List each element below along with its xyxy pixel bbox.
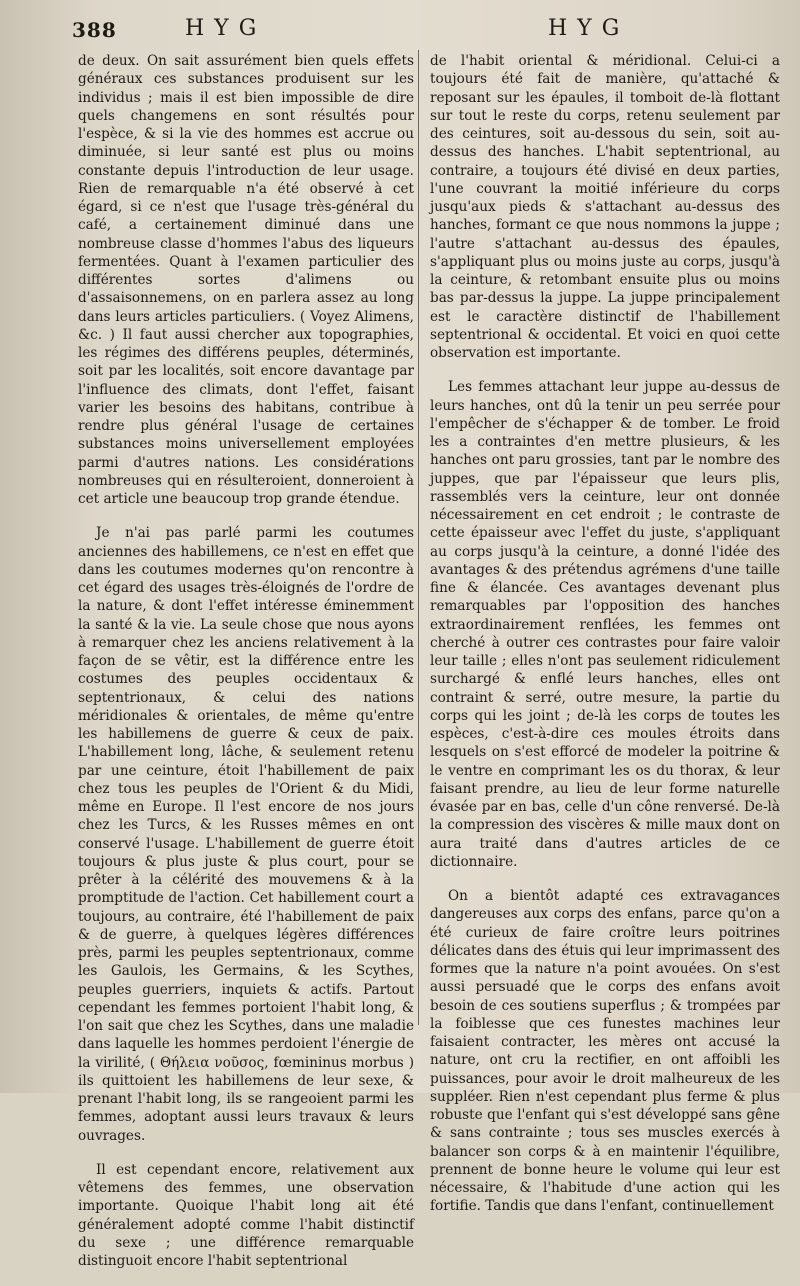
column-divider	[418, 50, 419, 1025]
right-column	[430, 52, 780, 1232]
left-paragraph-2: Je n'ai pas parlé parmi les coutumes anciennes des habillemens, ce n'est en effet que dans les coutumes modernes qu'on rencontre à cet égard des usages très-éloignés de l'ordre de la nature, & dont l'effet intéresse éminemment la santé & la vie. La seule chose que nous ayons à remarquer chez les anciens relativement à la façon de se vêtir, est la différence entre les costumes des peuples occidentaux & septentrionaux, & celui des nations méridionales & orientales, de même qu'entre les habillemens de guerre & ceux de paix. L'habillement long, lâche, & seulement retenu par une ceinture, étoit l'habillement de paix chez tous les peuples de l'Orient & du Midi, même en Europe. Il l'est encore de nos jours chez les Turcs, & les Russes mêmes en ont conservé l'usage. L'habillement de guerre étoit toujours & plus juste & plus court, pour se prêter à la célérité des mouvemens & à la promptitude de l'action. Cet habillement court a toujours, au contraire, été l'habillement de paix & de guerre, à quelques légères différences près, parmi les peuples septentrionaux, comme les Gaulois, les Germains, & les Scythes, peuples guerriers, inquiets & actifs. Partout cependant les femmes portoient l'habit long, & l'on sait que chez les Scythes, dans une maladie dans laquelle les hommes perdoient l'énergie de la virilité, ( Θήλεια νοῦσος, fœmininus morbus ) ils quittoient les habillemens de leur sexe, & prenant l'habit long, ils se rangeoient parmi les femmes, adoptant aussi leurs travaux & leurs ouvrages.	[78, 525, 414, 1144]
right-paragraph-2: Les femmes attachant leur juppe au-dessus de leurs hanches, ont dû la tenir un peu serrée pour l'empêcher de s'échapper & de tomber. Le froid les a contraintes d'en mettre plusieurs, & les hanches ont paru grossies, tant par le nombre des juppes, que par l'épaisseur que leurs plis, rassemblés vers la ceinture, leur ont donnée nécessairement en cet endroit ; le contraste de cette épaisseur avec l'effet du juste, s'appliquant au corps jusqu'à la ceinture, a donné l'idée des avantages & des prétendus agrémens d'une taille fine & élancée. Ces avantages devenant plus remarquables par l'opposition des hanches extraordinairement renflées, les femmes ont cherché à outrer ces contrastes pour faire valoir leur taille ; elles n'ont pas seulement ridiculement surchargé & enflé leurs hanches, elles ont contraint & serré, outre mesure, la partie du corps qui les joint ; de-là les corps de toutes les espèces, c'est-à-dire ces moules étroits dans lesquels on s'est efforcé de modeler la poitrine & le ventre en comprimant les os du thorax, & leur faisant prendre, au lieu de leur forme naturelle évasée par en bas, celle d'un cône renversé. De-là la compression des viscères & mille maux dont on aura traité dans d'autres articles de ce dictionnaire.	[430, 379, 780, 870]
right-paragraph-3: On a bientôt adapté ces extravagances dangereuses aux corps des enfans, parce qu'on a été curieux de faire croître leurs poitrines délicates dans des étuis qui leur imprimassent des formes que la nature n'a point avouées. On s'est aussi persuadé que le corps des enfans avoit besoin de ces soutiens superflus ; & trompées par la foiblesse que ces funestes machines leur faisaient contracter, les mères ont accusé la nature, ont cru la rectifier, en ont affoibli les puissances, pour avoir le droit malheureux de les suppléer. Rien n'est cependant plus ferme & plus robuste que l'enfant qui s'est développé sans gêne & sans contrainte ; tous ses muscles exercés à balancer son corps & à en maintenir l'équilibre, prennent de bonne heure le volume qui leur est nécessaire, & l'habitude d'une action qui les fortifie. Tandis que dans l'enfant, continuellement	[430, 888, 780, 1215]
running-head-right: HYG	[548, 16, 630, 41]
left-column	[78, 52, 414, 1286]
left-paragraph-1: de deux. On sait assurément bien quels effets générаux ces substances produisent sur les individus ; mais il est bien impossible de dire quels changemens en sont résultés pour l'espèce, & si la vie des hommes est accrue ou diminuée, si leur santé est plus ou moins constante depuis l'introduction de leur usage. Rien de remarquable n'a été observé à cet égard, si ce n'est que l'usage très-général du café, a certainement diminué dans une nombreuse classe d'hommes l'abus des liqueurs fermentées. Quant à l'examen particulier des différentes sortes d'alimens ou d'assaisonnemens, on en parlera assez au long dans leurs articles particuliers. ( Voyez Alimens, &c. ) Il faut aussi chercher aux topographies, les régimes des différens peuples, déterminés, soit par les localités, soit encore davantage par l'influence des climats, dont l'effet, faisant varier les besoins des habitans, contribue à rendre plus général l'usage de certaines substances moins universellement employées parmi d'autres nations. Les considérations nombreuses qui en résulteroient, donneroient à cet article une beaucoup trop grande étendue.	[78, 53, 414, 507]
page-number: 388	[72, 18, 117, 42]
left-paragraph-3: Il est cependant encore, relativement aux vêtemens des femmes, une observation importante. Quoique l'habit long ait été généralement adopté comme l'habit distinctif du sexe ; une différence remarquable distinguoit encore l'habit septentrional	[78, 1161, 414, 1269]
running-head-left: HYG	[185, 16, 267, 41]
right-paragraph-1: de l'habit oriental & méridional. Celui-ci a toujours été fait de manière, qu'attaché & reposant sur les épaules, il tomboit de-là flottant sur tout le reste du corps, retenu seulement par des ceintures, soit au-dessous du sein, soit au-dessus des hanches. L'habit septentrional, au contraire, a toujours été divisé en deux parties, l'une couvrant la moitié inférieure du corps jusqu'aux pieds & s'attachant au-dessus des hanches, formant ce que nous nommons la juppe ; l'autre s'attachant au-dessus des épaules, s'appliquant plus ou moins juste au corps, jusqu'à la ceinture, & retombant ensuite plus ou moins bas par-dessus la juppe. La juppe principalement est le caractère distinctif de l'habillement septentrional & occidental. Et voici en quoi cette observation est importante.	[430, 53, 780, 361]
